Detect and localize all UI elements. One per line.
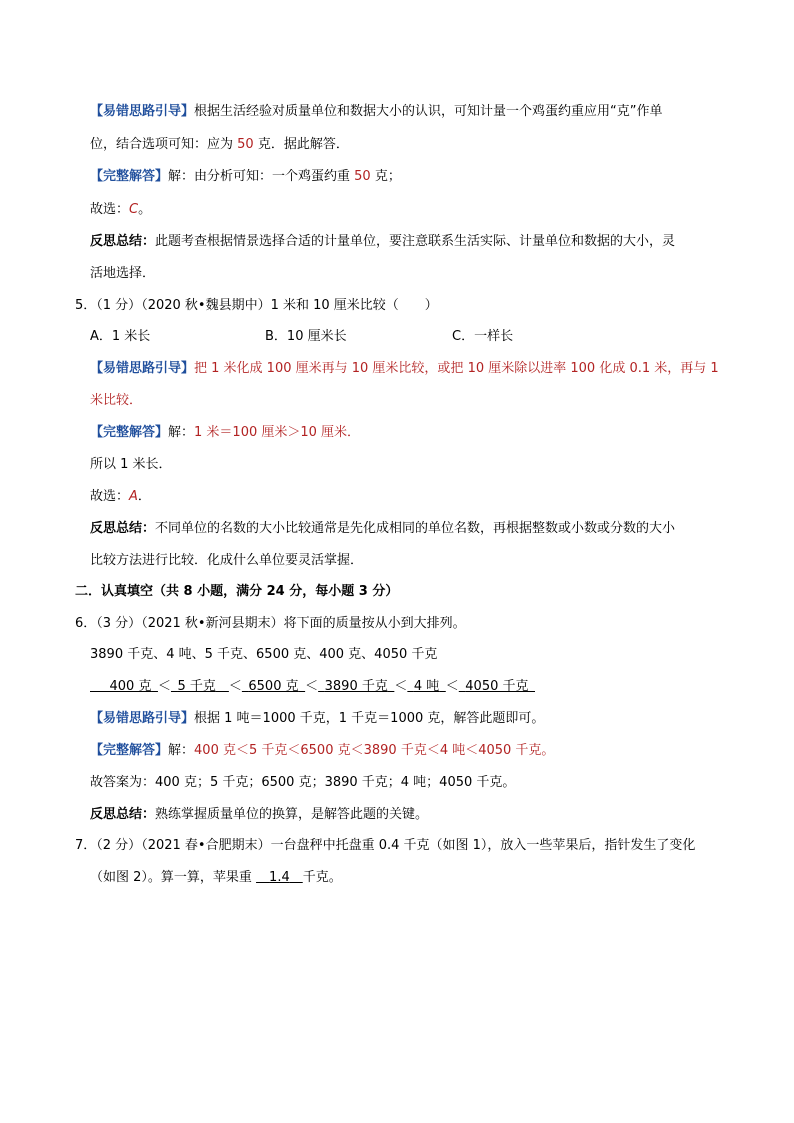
q7-question [75,836,695,856]
choice-label: 故选： [90,202,130,217]
question-score: （2 分） [96,838,142,853]
question-number: 5． [75,298,97,313]
question-text: 1 米和 10 厘米比较（ ） [270,298,438,313]
summary-text: 比较方法进行比较．化成什么单位要灵活掌握． [90,553,364,568]
full-answer-tag: 【完整解答】 [90,425,169,440]
q5-option-a: A．1 米长 [90,329,151,344]
less-than-sign: ＜ [228,679,242,694]
less-than-sign: ＜ [445,679,459,694]
answer-blank [459,679,535,694]
full-answer-text: 克； [370,169,401,184]
answer-value: 5 千克 [177,679,216,694]
question-number: 7． [75,838,97,853]
question-text: 千克。 [302,870,342,885]
answer-value: 1.4 [269,870,290,885]
summary-tag: 反思总结： [90,807,156,822]
q4-full-answer [90,167,401,187]
answer-blank [318,679,394,694]
hint-text: 位，结合选项可知：应为 [90,137,238,152]
q6-full-answer [90,741,554,761]
question-source: （2021 秋•新河县期末） [141,616,284,631]
question-score: （3 分） [96,616,142,631]
q4-hint [90,102,663,122]
choice-answer: A [129,489,138,504]
choice-end: ． [137,489,151,504]
q6-question [75,614,466,634]
less-than-sign: ＜ [157,679,171,694]
choice-label: 故选： [90,489,130,504]
full-answer-number: 50 [354,169,371,184]
summary-text: 活地选择． [90,266,156,281]
q5-conclusion [90,455,172,475]
answer-value: 3890 千克 [324,679,388,694]
q6-hint [90,709,544,729]
q6-answer-blanks [90,677,535,697]
q7-question-cont [90,868,342,888]
answer-blank [171,679,229,694]
q6-summary [90,805,428,825]
q5-summary-cont [90,551,363,571]
q6-answer-line: 故答案为：400 克；5 千克；6500 克；3890 千克；4 吨；4050 千克。 [90,775,516,790]
q4-summary-cont [90,264,155,284]
hint-tag: 【易错思路引导】 [90,711,195,726]
hint-text: 把 1 米化成 100 厘米再与 10 厘米比较，或把 10 厘米除以进率 100 化成 0.1 米，再与 1 [194,361,719,376]
summary-tag: 反思总结： [90,521,156,536]
full-answer-text: 解： [168,425,195,440]
hint-text: 根据生活经验对质量单位和数据大小的认识，可知计量一个鸡蛋约重应用“克”作单 [194,104,663,119]
q5-question [75,296,438,316]
question-score: （1 分） [96,298,142,313]
q5-full-answer [90,423,360,443]
q5-choice [90,487,151,507]
full-answer-text: 解：由分析可知：一个鸡蛋约重 [168,169,355,184]
full-answer-text: 1 米＝100 厘米＞10 厘米． [194,425,361,440]
answer-value: 4 吨 [413,679,440,694]
summary-tag: 反思总结： [90,234,156,249]
conclusion-text: 所以 1 米长． [90,457,172,472]
choice-end: 。 [138,202,152,217]
full-answer-tag: 【完整解答】 [90,743,169,758]
section-heading: 二．认真填空（共 8 小题，满分 24 分，每小题 3 分） [75,584,399,599]
q5-option-c: C．一样长 [452,329,514,344]
q4-choice [90,200,151,220]
answer-blank [407,679,445,694]
q5-summary [90,519,675,539]
less-than-sign: ＜ [394,679,408,694]
answer-value: 6500 克 [248,679,299,694]
q5-hint-cont [90,391,142,411]
summary-text: 此题考查根据情景选择合适的计量单位，要注意联系生活实际、计量单位和数据的大小，灵 [155,234,676,249]
choice-answer: C [129,202,139,217]
q5-option-b: B．10 厘米长 [265,329,347,344]
q4-hint-cont [90,135,349,155]
full-answer-text: 解： [168,743,195,758]
hint-text: 根据 1 吨＝1000 千克，1 千克＝1000 克，解答此题即可。 [194,711,545,726]
hint-tag: 【易错思路引导】 [90,361,195,376]
hint-tag: 【易错思路引导】 [90,104,195,119]
summary-text: 熟练掌握质量单位的换算，是解答此题的关键。 [155,807,429,822]
full-answer-text: 400 克＜5 千克＜6500 克＜3890 千克＜4 吨＜4050 千克。 [194,743,555,758]
hint-text: 克．据此解答． [253,137,349,152]
question-text: 一台盘秤中托盘重 0.4 千克（如图 1），放入一些苹果后，指针发生了变化 [270,838,696,853]
question-source: （2021 春•合肥期末） [141,838,271,853]
q4-summary [90,232,675,252]
q5-hint [90,359,719,379]
question-number: 6． [75,616,97,631]
answer-value: 4050 千克 [465,679,529,694]
summary-text: 不同单位的名数的大小比较通常是先化成相同的单位名数，再根据整数或小数或分数的大小 [155,521,676,536]
question-text: 将下面的质量按从小到大排列。 [283,616,466,631]
question-source: （2020 秋•魏县期中） [141,298,271,313]
hint-number: 50 [237,137,254,152]
answer-blank [242,679,305,694]
hint-text: 米比较． [90,393,143,408]
full-answer-tag: 【完整解答】 [90,169,169,184]
less-than-sign: ＜ [305,679,319,694]
answer-blank [90,679,158,694]
q6-items: 3890 千克、4 吨、5 千克、6500 克、400 克、4050 千克 [90,647,438,662]
answer-value: 400 克 [109,679,152,694]
question-text: （如图 2）。算一算，苹果重 [90,870,257,885]
answer-blank [256,870,303,885]
